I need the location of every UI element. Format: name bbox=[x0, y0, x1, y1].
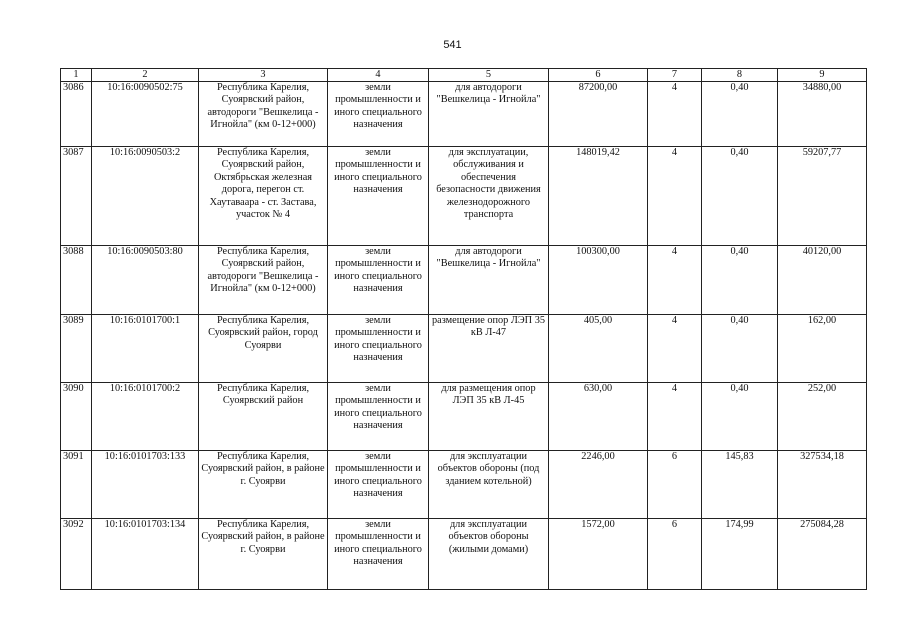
permitted-use: для автодороги "Вешкелица - Игнойла" bbox=[429, 82, 549, 147]
land-registry-table bbox=[60, 68, 867, 590]
table-row bbox=[61, 147, 867, 246]
land-category: земли промышленности и иного специального назначения bbox=[328, 147, 429, 246]
header-cell-5: 5 bbox=[429, 69, 549, 82]
area: 405,00 bbox=[549, 315, 648, 383]
rate: 145,83 bbox=[702, 451, 778, 519]
value: 40120,00 bbox=[778, 246, 867, 315]
land-category: земли промышленности и иного специального назначения bbox=[328, 519, 429, 590]
area: 2246,00 bbox=[549, 451, 648, 519]
table-row bbox=[61, 519, 867, 590]
cadastral-number: 10:16:0101700:2 bbox=[92, 383, 199, 451]
area: 100300,00 bbox=[549, 246, 648, 315]
header-cell-6: 6 bbox=[549, 69, 648, 82]
area: 87200,00 bbox=[549, 82, 648, 147]
address: Республика Карелия, Суоярвский район, в районе г. Суоярви bbox=[199, 451, 328, 519]
header-row bbox=[61, 69, 867, 82]
cadastral-number: 10:16:0101703:134 bbox=[92, 519, 199, 590]
group: 4 bbox=[648, 246, 702, 315]
row-number: 3091 bbox=[61, 451, 92, 519]
value: 162,00 bbox=[778, 315, 867, 383]
value: 275084,28 bbox=[778, 519, 867, 590]
rate: 0,40 bbox=[702, 383, 778, 451]
permitted-use: для автодороги "Вешкелица - Игнойла" bbox=[429, 246, 549, 315]
permitted-use: для эксплуатации объектов обороны (жилыми домами) bbox=[429, 519, 549, 590]
row-number: 3089 bbox=[61, 315, 92, 383]
rate: 0,40 bbox=[702, 315, 778, 383]
group: 4 bbox=[648, 315, 702, 383]
area: 630,00 bbox=[549, 383, 648, 451]
address: Республика Карелия, Суоярвский район bbox=[199, 383, 328, 451]
permitted-use: для эксплуатации, обслуживания и обеспечения безопасности движения железнодорожного транспорта bbox=[429, 147, 549, 246]
header-cell-8: 8 bbox=[702, 69, 778, 82]
cadastral-number: 10:16:0101703:133 bbox=[92, 451, 199, 519]
header-cell-2: 2 bbox=[92, 69, 199, 82]
row-number: 3087 bbox=[61, 147, 92, 246]
value: 59207,77 bbox=[778, 147, 867, 246]
land-category: земли промышленности и иного специального назначения bbox=[328, 451, 429, 519]
header-cell-4: 4 bbox=[328, 69, 429, 82]
land-category: земли промышленности и иного специального назначения bbox=[328, 246, 429, 315]
cadastral-number: 10:16:0101700:1 bbox=[92, 315, 199, 383]
cadastral-number: 10:16:0090502:75 bbox=[92, 82, 199, 147]
table-row bbox=[61, 82, 867, 147]
value: 327534,18 bbox=[778, 451, 867, 519]
land-category: земли промышленности и иного специального назначения bbox=[328, 383, 429, 451]
rate: 174,99 bbox=[702, 519, 778, 590]
permitted-use: размещение опор ЛЭП 35 кВ Л-47 bbox=[429, 315, 549, 383]
permitted-use: для эксплуатации объектов обороны (под зданием котельной) bbox=[429, 451, 549, 519]
rate: 0,40 bbox=[702, 147, 778, 246]
group: 4 bbox=[648, 383, 702, 451]
header-cell-1: 1 bbox=[61, 69, 92, 82]
address: Республика Карелия, Суоярвский район, автодороги "Вешкелица - Игнойла" (км 0-12+000) bbox=[199, 82, 328, 147]
group: 4 bbox=[648, 147, 702, 246]
land-category: земли промышленности и иного специального назначения bbox=[328, 82, 429, 147]
table-row bbox=[61, 315, 867, 383]
land-category: земли промышленности и иного специального назначения bbox=[328, 315, 429, 383]
value: 34880,00 bbox=[778, 82, 867, 147]
table-row bbox=[61, 246, 867, 315]
area: 148019,42 bbox=[549, 147, 648, 246]
cadastral-number: 10:16:0090503:80 bbox=[92, 246, 199, 315]
address: Республика Карелия, Суоярвский район, автодороги "Вешкелица - Игнойла" (км 0-12+000) bbox=[199, 246, 328, 315]
header-cell-9: 9 bbox=[778, 69, 867, 82]
permitted-use: для размещения опор ЛЭП 35 кВ Л-45 bbox=[429, 383, 549, 451]
group: 4 bbox=[648, 82, 702, 147]
table-row bbox=[61, 383, 867, 451]
header-cell-7: 7 bbox=[648, 69, 702, 82]
row-number: 3086 bbox=[61, 82, 92, 147]
header-cell-3: 3 bbox=[199, 69, 328, 82]
row-number: 3090 bbox=[61, 383, 92, 451]
table-row bbox=[61, 451, 867, 519]
cadastral-number: 10:16:0090503:2 bbox=[92, 147, 199, 246]
page-number: 541 bbox=[443, 39, 462, 51]
rate: 0,40 bbox=[702, 246, 778, 315]
row-number: 3092 bbox=[61, 519, 92, 590]
area: 1572,00 bbox=[549, 519, 648, 590]
address: Республика Карелия, Суоярвский район, город Суоярви bbox=[199, 315, 328, 383]
value: 252,00 bbox=[778, 383, 867, 451]
group: 6 bbox=[648, 451, 702, 519]
row-number: 3088 bbox=[61, 246, 92, 315]
group: 6 bbox=[648, 519, 702, 590]
rate: 0,40 bbox=[702, 82, 778, 147]
address: Республика Карелия, Суоярвский район, Октябрьская железная дорога, перегон ст. Хаутаваара - ст. Застава, участок № 4 bbox=[199, 147, 328, 246]
address: Республика Карелия, Суоярвский район, в районе г. Суоярви bbox=[199, 519, 328, 590]
